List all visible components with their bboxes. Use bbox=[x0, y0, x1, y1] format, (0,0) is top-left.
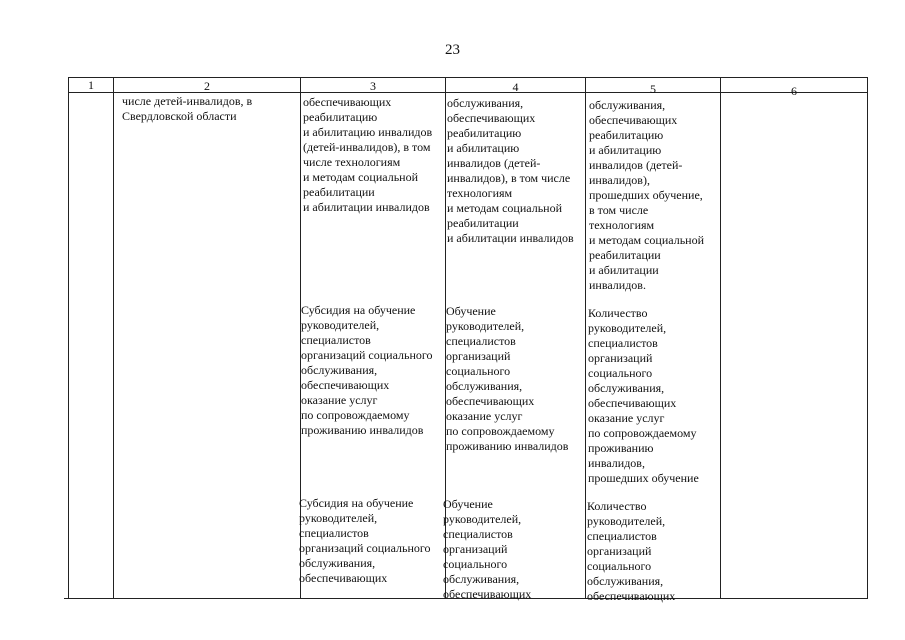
page-number: 23 bbox=[445, 42, 460, 58]
header-cell-2: 2 bbox=[204, 79, 210, 93]
table-left-border bbox=[68, 77, 69, 598]
cell-col2-text: числе детей-инвалидов, в Свердловской области bbox=[122, 94, 253, 123]
col-divider-4 bbox=[585, 77, 586, 598]
table-top-border bbox=[68, 77, 868, 78]
block2-col5: Количество руководителей, специалистов организаций социального обслуживания, обеспечивающих оказание услуг по сопровождаемому проживанию инвалидов, прошедших обучение bbox=[588, 306, 699, 485]
col-divider-5 bbox=[720, 77, 721, 598]
col-divider-1 bbox=[113, 77, 114, 598]
block2-col4: Обучение руководителей, специалистов организаций социального обслуживания, обеспечивающих оказание услуг по сопровождаемому проживанию инвалидов bbox=[446, 304, 569, 453]
table-right-border bbox=[867, 77, 868, 598]
header-cell-1: 1 bbox=[88, 78, 94, 92]
header-cell-5: 5 bbox=[650, 82, 656, 96]
block1-col5: обслуживания, обеспечивающих реабилитацию и абилитацию инвалидов (детей- инвалидов), прошедших обучение, в том числе технологиям и методам социальной реабилитации и абилитации инвалидов. bbox=[589, 98, 705, 292]
header-cell-3: 3 bbox=[370, 79, 376, 93]
header-cell-4: 4 bbox=[512, 80, 519, 94]
block3-col5: Количество руководителей, специалистов организаций социального обслуживания, обеспечивающих bbox=[587, 499, 676, 603]
block2-col3: Субсидия на обучение руководителей, специалистов организаций социального обслуживания, обеспечивающих оказание услуг по сопровождаемому проживанию инвалидов bbox=[301, 303, 433, 437]
block3-col4: Обучение руководителей, специалистов организаций социального обслуживания, обеспечивающих bbox=[443, 497, 532, 601]
block1-col4: обслуживания, обеспечивающих реабилитацию и абилитацию инвалидов (детей- инвалидов), в том числе технологиям и методам социальной реабилитации и абилитации инвалидов bbox=[447, 96, 574, 245]
block3-col3: Субсидия на обучение руководителей, специалистов организаций социального обслуживания, обеспечивающих bbox=[299, 496, 431, 585]
block1-col3: обеспечивающих реабилитацию и абилитацию инвалидов (детей-инвалидов), в том числе технологиям и методам социальной реабилитации и абилитации инвалидов bbox=[303, 95, 433, 214]
header-cell-6: 6 bbox=[791, 84, 797, 98]
